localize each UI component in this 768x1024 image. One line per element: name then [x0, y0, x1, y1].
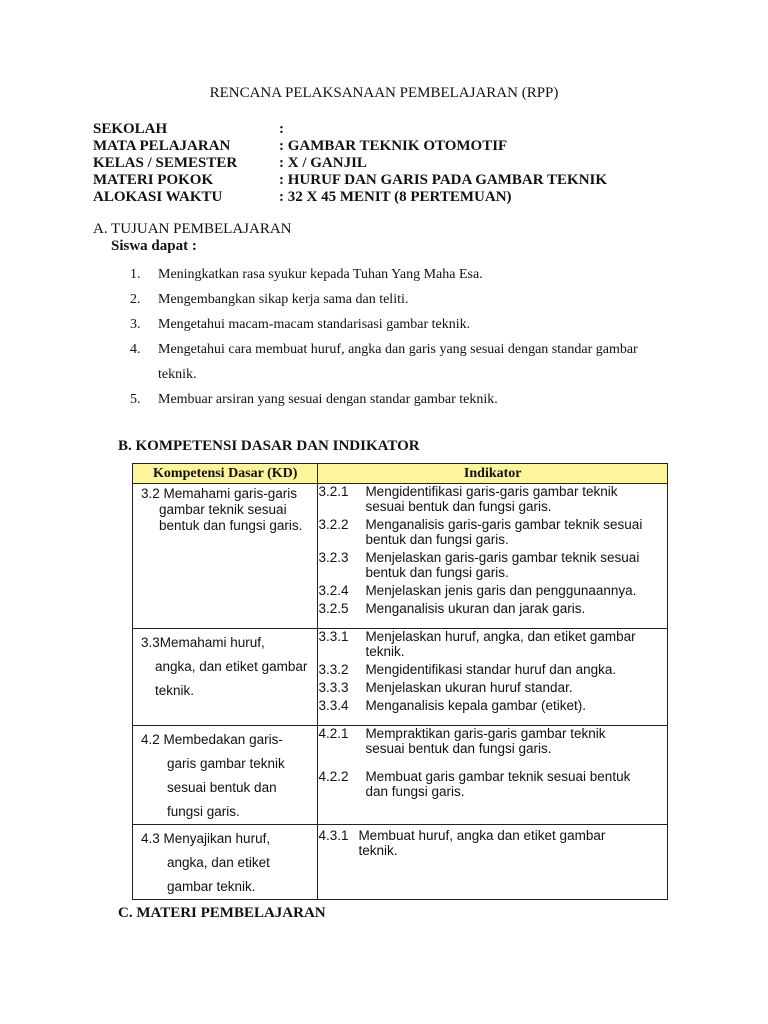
info-label: MATA PELAJARAN [93, 138, 231, 154]
indicator-text: Menganalisis ukuran dan jarak garis. [365, 601, 586, 616]
info-value: : 32 X 45 MENIT (8 PERTEMUAN) [279, 189, 512, 205]
indicator-number: 4.2.1 [318, 726, 349, 741]
kd-cell [133, 484, 318, 629]
header-indikator: Indikator [318, 464, 668, 484]
list-item [130, 337, 698, 387]
indicator-number: 3.2.2 [318, 517, 349, 532]
indicator-text: Menjelaskan jenis garis dan penggunaannya. [365, 583, 637, 598]
info-value: : HURUF DAN GARIS PADA GAMBAR TEKNIK [279, 172, 608, 188]
kd-title: 4.3 Menyajikan huruf, [141, 831, 271, 846]
indicator-item [318, 517, 667, 547]
info-value: : X / GANJIL [279, 155, 367, 171]
list-number: 2. [130, 292, 141, 307]
indicator-item [318, 601, 667, 616]
info-label: SEKOLAH [93, 121, 168, 137]
indicator-number: 3.3.1 [318, 629, 349, 644]
kd-cell [133, 726, 318, 825]
list-item [130, 312, 698, 337]
indicator-number: 4.2.2 [318, 769, 349, 784]
list-item [130, 262, 698, 287]
kd-description: garis gambar teknik sesuai bentuk dan fungsi garis. [167, 756, 285, 819]
kd-text [133, 484, 317, 534]
kd-text [133, 726, 317, 824]
indicator-item [318, 583, 667, 598]
info-row-mata-pelajaran [93, 138, 607, 155]
indicator-item [318, 662, 667, 677]
indicator-cell [318, 629, 668, 726]
table-header-row [133, 464, 668, 484]
indicator-item [318, 484, 667, 514]
indicator-item [318, 828, 667, 858]
info-block [93, 121, 607, 206]
indicator-text: Menganalisis garis-garis gambar teknik sesuai bentuk dan fungsi garis. [365, 517, 643, 547]
indicator-text: Menganalisis kepala gambar (etiket). [365, 698, 587, 713]
list-item [130, 387, 698, 412]
table-row [133, 726, 668, 825]
section-a-intro: Siswa dapat : [111, 238, 197, 254]
list-text: Meningkatkan rasa syukur kepada Tuhan Yang Maha Esa. [158, 267, 483, 282]
list-text: Mengetahui cara membuat huruf, angka dan garis yang sesuai dengan standar gambar teknik. [158, 342, 638, 382]
indicator-text: Membuat huruf, angka dan etiket gambar teknik. [358, 828, 606, 858]
indicator-number: 3.2.3 [318, 550, 349, 565]
indicator-number: 3.3.2 [318, 662, 349, 677]
info-label: ALOKASI WAKTU [93, 189, 223, 205]
info-row-materi-pokok [93, 172, 607, 189]
table-row [133, 825, 668, 900]
section-a-heading: A. TUJUAN PEMBELAJARAN [93, 221, 292, 237]
info-label: KELAS / SEMESTER [93, 155, 238, 171]
kd-title: 3.3Memahami huruf, [141, 635, 265, 650]
list-text: Mengetahui macam-macam standarisasi gambar teknik. [158, 317, 471, 332]
indicator-number: 3.2.4 [318, 583, 349, 598]
document-title: RENCANA PELAKSANAAN PEMBELAJARAN (RPP) [209, 85, 559, 101]
info-row-sekolah [93, 121, 607, 138]
info-label: MATERI POKOK [93, 172, 214, 188]
list-item [130, 287, 698, 312]
indicator-number: 4.3.1 [318, 828, 349, 843]
indicator-text: Menjelaskan ukuran huruf standar. [365, 680, 573, 695]
kd-title: 3.2 Memahami garis-garis [141, 486, 298, 501]
kd-cell [133, 629, 318, 726]
goals-list [130, 262, 698, 412]
indicator-number: 3.2.5 [318, 601, 349, 616]
kd-indicator-table [132, 463, 668, 900]
indicator-number: 3.2.1 [318, 484, 349, 499]
indicator-text: Mempraktikan garis-garis gambar teknik sesuai bentuk dan fungsi garis. [365, 726, 606, 756]
section-b-heading: B. KOMPETENSI DASAR DAN INDIKATOR [118, 438, 420, 454]
section-c-heading: C. MATERI PEMBELAJARAN [118, 905, 326, 921]
indicator-item [318, 680, 667, 695]
indicator-cell [318, 825, 668, 900]
indicator-text: Menjelaskan huruf, angka, dan etiket gambar teknik. [365, 629, 636, 659]
info-value: : [279, 121, 284, 137]
indicator-text: Membuat garis gambar teknik sesuai bentuk dan fungsi garis. [365, 769, 631, 799]
list-number: 1. [130, 267, 141, 282]
indicator-item [318, 769, 667, 799]
info-row-kelas [93, 155, 607, 172]
table-row [133, 484, 668, 629]
info-value: : GAMBAR TEKNIK OTOMOTIF [279, 138, 508, 154]
kd-description: gambar teknik sesuai bentuk dan fungsi garis. [159, 502, 303, 533]
indicator-number: 3.3.3 [318, 680, 349, 695]
indicator-number: 3.3.4 [318, 698, 349, 713]
indicator-item [318, 726, 667, 756]
list-number: 5. [130, 392, 141, 407]
indicator-text: Mengidentifikasi standar huruf dan angka. [365, 662, 617, 677]
indicator-text: Mengidentifikasi garis-garis gambar teknik sesuai bentuk dan fungsi garis. [365, 484, 618, 514]
indicator-item [318, 698, 667, 713]
indicator-item [318, 629, 667, 659]
indicator-item [318, 550, 667, 580]
kd-cell [133, 825, 318, 900]
table-row [133, 629, 668, 726]
kd-title: 4.2 Membedakan garis- [141, 732, 283, 747]
list-text: Membuar arsiran yang sesuai dengan standar gambar teknik. [158, 392, 498, 407]
header-kd: Kompetensi Dasar (KD) [133, 464, 318, 484]
kd-text [133, 825, 317, 899]
indicator-cell [318, 726, 668, 825]
list-number: 4. [130, 342, 141, 357]
kd-description: angka, dan etiket gambar teknik. [167, 855, 270, 894]
kd-text [133, 629, 317, 703]
list-number: 3. [130, 317, 141, 332]
indicator-cell [318, 484, 668, 629]
info-row-alokasi-waktu [93, 189, 607, 206]
kd-description: angka, dan etiket gambar teknik. [155, 659, 308, 698]
indicator-text: Menjelaskan garis-garis gambar teknik sesuai bentuk dan fungsi garis. [365, 550, 640, 580]
list-text: Mengembangkan sikap kerja sama dan teliti. [158, 292, 409, 307]
